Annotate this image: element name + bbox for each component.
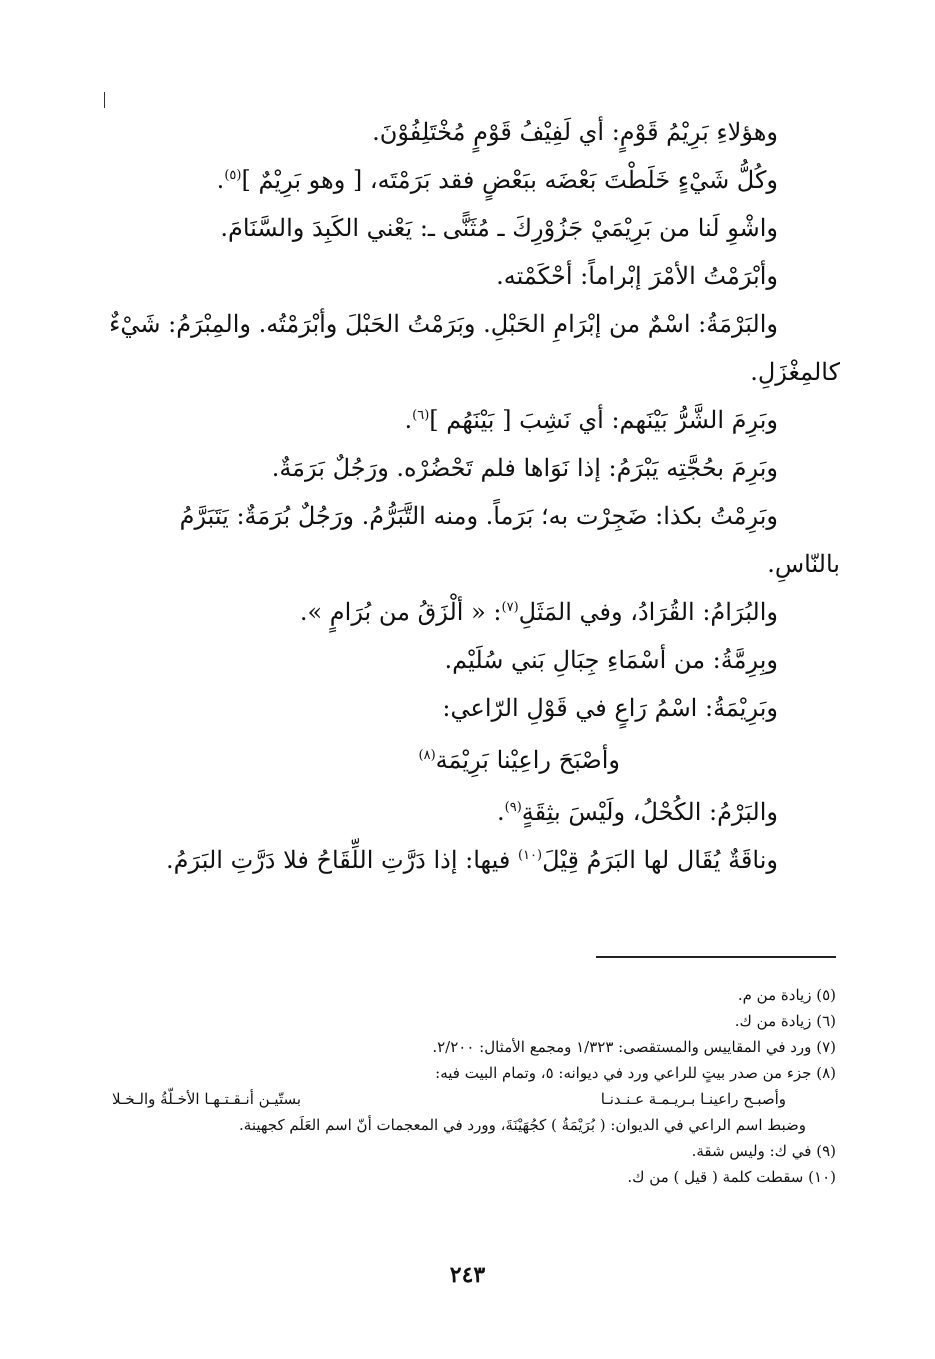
footnote-item: (٨) جزء من صدر بيتٍ للراعي ورد في ديوانه: ٥، وتمام البيت فيه:: [435, 1064, 836, 1082]
footnote-separator: [596, 956, 836, 958]
footnote-continuation: وضبط اسم الراعي في الديوان: ( بُرَيْمَةُ ) كجُهَيْنَةَ، وورد في المعجمات أنّ اسم العَلَم كجهينة.: [239, 1116, 806, 1134]
text-line: وهؤلاءِ بَرِيْمُ قَوْمٍ: أي لَفِيْفُ قَوْمٍ مُخْتَلِفُوْنَ.: [372, 118, 778, 146]
text-line: والبَرْمُ: الكُحْلُ، ولَيْسَ بثِقَةٍ$^{(٩)}$.: [497, 798, 778, 826]
footnote-item: (١٠) سقطت كلمة ( قيل ) من ك.: [627, 1168, 836, 1186]
footnotes: [100, 982, 836, 1190]
verse-line: وأصْبَحَ راعِيْنا بَرِيْمَة$^{(٨)}$: [418, 746, 620, 774]
margin-mark: [104, 92, 105, 108]
text-line: والبَرْمَةُ: اسْمٌ من إبْرَامِ الحَبْلِ. وبَرَمْتُ الحَبْلَ وأبْرَمْتُه. والمِبْرَمُ: شَيْءٌ: [109, 310, 778, 338]
main-text: [100, 108, 840, 884]
text-line: كالمِغْزَلِ.: [750, 358, 840, 386]
footnote-ref: (٧): [501, 600, 519, 615]
text-line: وبِرِمَّةُ: من أسْمَاءِ جِبَالِ بَني سُلَيْم.: [444, 646, 778, 674]
text-line: وبَرِمْتُ بكذا: ضَجِرْت به؛ بَرَماً. ومنه التَّبَرُّمُ. ورَجُلٌ بُرَمَةٌ: يَتَبَرَّمُ: [179, 502, 778, 530]
verse-second-half: بستّيـن أنـقـتـهـا الأخـلّةُ والـخـلا: [112, 1090, 302, 1108]
page-number: ٢٤٣: [449, 1262, 486, 1288]
footnote-item: (٦) زيادة من ك.: [734, 1012, 836, 1030]
footnote-ref: (٥): [224, 168, 242, 183]
text-line: واشْوِ لَنا من بَرِيْمَيْ جَزُوْرِكَ ـ مُثَنًّى ـ: يَعْني الكَبِدَ والسَّنَامَ.: [220, 214, 778, 242]
text-line: بالنّاسِ.: [767, 550, 840, 578]
footnote-ref: (١٠): [517, 848, 543, 863]
verse-first-half: وأصبـح راعينـا بـريـمـة عـنـدنـا: [600, 1090, 786, 1108]
text-line: وأبْرَمْتُ الأمْرَ إبْراماً: أحْكَمْته.: [496, 262, 778, 290]
footnote-item: (٥) زيادة من م.: [737, 986, 836, 1004]
footnote-ref: (٨): [418, 748, 436, 763]
text-line: وبَرِيْمَةُ: اسْمُ رَاعٍ في قَوْلِ الرّاعي:: [442, 694, 778, 722]
footnote-item: (٩) في ك: وليس شقة.: [691, 1142, 836, 1160]
footnote-verse: [100, 1086, 836, 1112]
footnote-item: (٧) ورد في المقاييس والمستقصى: ١/٣٢٣ ومجمع الأمثال: ٢/٢٠٠.: [432, 1038, 836, 1056]
text-line: وناقَةٌ يُقَال لها البَرَمُ قِيْلَ$^{(١٠)}$ فيها: إذا دَرَّتِ اللِّقَاحُ فلا دَرَّتِ البَرَمُ.: [165, 846, 778, 874]
footnote-ref: (٦): [412, 408, 430, 423]
footnote-ref: (٩): [504, 800, 522, 815]
text-line: وبَرِمَ بحُجَّتِه يَبْرَمُ: إذا نَوَاها فلم تَحْضُرْه. ورَجُلٌ بَرَمَةٌ.: [271, 454, 778, 482]
text-line: وكُلُّ شَيْءٍ خَلَطْتَ بَعْضَه ببَعْضٍ فقد بَرَمْتَه، [ وهو بَرِيْمٌ ]$^{(٥)}$.: [216, 166, 778, 194]
text-line: وبَرِمَ الشَّرُّ بَيْنَهم: أي نَشِبَ [ بَيْنَهُم ]$^{(٦)}$.: [404, 406, 778, 434]
text-line: والبُرَامُ: القُرَادُ، وفي المَثَلِ$^{(٧)}$: « ألْزَقُ من بُرَامٍ ».: [299, 598, 778, 626]
